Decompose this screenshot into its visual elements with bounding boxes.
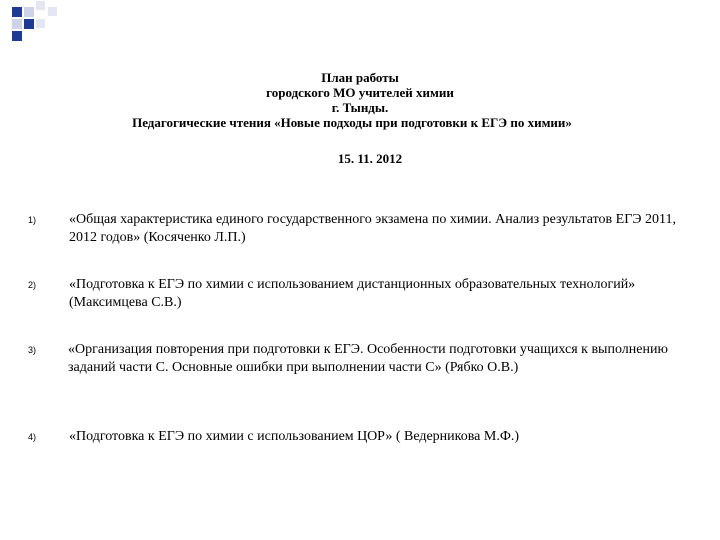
header-event-title: Педагогические чтения «Новые подходы при подготовки к ЕГЭ по химии» xyxy=(132,115,572,130)
header-organization: городского МО учителей химии xyxy=(266,85,454,100)
deco-square-light-4 xyxy=(36,19,45,28)
deco-square-dark-1 xyxy=(12,7,22,17)
deco-square-light-2 xyxy=(12,19,22,29)
deco-square-light-1 xyxy=(24,7,34,17)
deco-square-light-3 xyxy=(36,1,45,10)
list-item-number: 4) xyxy=(28,432,37,442)
list-item-text: «Подготовка к ЕГЭ по химии с использованием ЦОР» ( Ведерникова М.Ф.) xyxy=(69,429,520,444)
document-date: 15. 11. 2012 xyxy=(337,151,403,166)
list-item-number: 2) xyxy=(28,280,37,290)
list-item-number: 1) xyxy=(28,215,37,225)
list-item-text: «Организация повторения при подготовки к ЕГЭ. Особенности подготовки учащихся к выполнению заданий части С. Основные ошибки при выполнении части С» (Рябко О.В.) xyxy=(68,342,668,375)
deco-square-light-5 xyxy=(48,7,57,16)
deco-square-dark-3 xyxy=(12,31,22,41)
header-city: г. Тынды. xyxy=(331,100,389,115)
document-header xyxy=(0,70,720,130)
list-item-text: «Подготовка к ЕГЭ по химии с использованием дистанционных образовательных технологий» (Максимцева С.В.) xyxy=(69,277,636,310)
header-title: План работы xyxy=(321,70,399,85)
list-item-text: «Общая характеристика единого государственного экзамена по химии. Анализ результатов ЕГЭ 2011, 2012 годов» (Косяченко Л.П.) xyxy=(69,212,677,245)
corner-decoration xyxy=(0,0,720,60)
deco-square-dark-2 xyxy=(24,19,34,29)
list-item-number: 3) xyxy=(28,345,37,355)
